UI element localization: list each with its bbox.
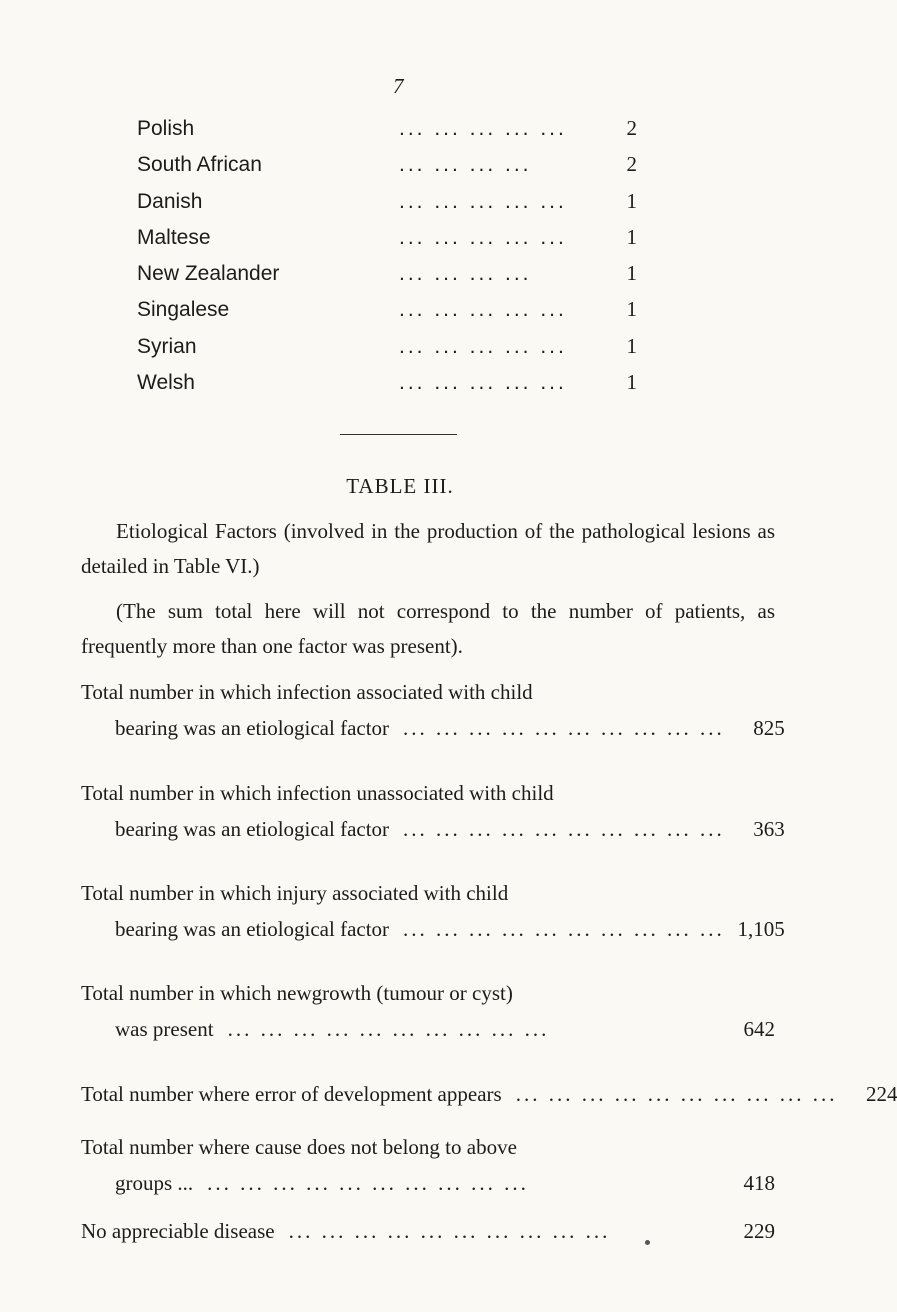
nationality-name: South African [137, 153, 262, 177]
leader-dots: ... ... ... ... ... ... ... ... ... ... [227, 1017, 550, 1041]
leader-dots: ... ... ... ... ... ... ... ... ... ... [515, 1082, 838, 1106]
nationality-count: 1 [626, 188, 637, 213]
factor-label-continued: bearing was an etiological factor [115, 716, 390, 740]
nationality-count: 2 [626, 152, 637, 177]
list-item [137, 334, 637, 370]
nationality-count: 1 [626, 261, 637, 286]
list-item [137, 370, 637, 406]
table-intro: Etiological Factors (involved in the production of the pathological lesions as detailed in Table VI.) [81, 519, 775, 578]
nationality-count: 1 [626, 224, 637, 249]
leader-dots: ... ... ... ... ... ... ... ... ... ... [207, 1171, 529, 1195]
leader-dots: ... ... ... ... ... [399, 225, 567, 249]
leader-dots: ... ... ... ... ... [399, 298, 567, 322]
factor-entry [81, 1130, 775, 1201]
leader-dots: ... ... ... ... ... ... ... ... ... ... [403, 716, 725, 740]
list-item [137, 297, 637, 333]
table-title: TABLE III. [346, 474, 454, 498]
leader-dots: ... ... ... ... ... [399, 371, 567, 395]
nationality-list [137, 116, 637, 406]
nationality-count: 1 [626, 370, 637, 395]
nationality-name: Singalese [137, 298, 230, 322]
factor-entry [81, 1076, 897, 1112]
factor-entry [81, 776, 785, 847]
nationality-name: Welsh [137, 371, 195, 395]
nationality-count: 2 [626, 116, 637, 140]
list-item [137, 225, 637, 261]
page-number: 7 [393, 74, 404, 98]
factor-value: 1,105 [737, 917, 785, 941]
section-divider [340, 434, 457, 435]
leader-dots: ... ... ... ... ... ... ... ... ... ... [403, 917, 725, 941]
nationality-count: 1 [626, 297, 637, 322]
leader-dots: ... ... ... ... ... [399, 117, 567, 140]
leader-dots: ... ... ... ... [399, 153, 532, 177]
leader-dots: ... ... ... ... ... ... ... ... ... ... [288, 1219, 611, 1243]
nationality-name: Danish [137, 189, 203, 213]
factor-entry [81, 976, 775, 1047]
factor-label: Total number in which newgrowth (tumour or cyst) [81, 981, 513, 1005]
factor-value: 229 [743, 1219, 775, 1243]
nationality-name: Syrian [137, 334, 197, 358]
leader-dots: ... ... ... ... ... [399, 334, 567, 358]
nationality-name: Polish [137, 117, 195, 140]
factor-label-continued: bearing was an etiological factor [115, 917, 390, 941]
nationality-count: 1 [626, 333, 637, 358]
factor-value: 642 [743, 1017, 775, 1041]
list-item [137, 261, 637, 297]
factor-value: 418 [743, 1171, 775, 1195]
factor-label-continued: bearing was an etiological factor [115, 817, 390, 841]
factor-entry [81, 1213, 775, 1249]
factor-entry [81, 876, 785, 947]
factor-value: 363 [753, 817, 785, 841]
list-item [137, 116, 637, 152]
factor-label: No appreciable disease [81, 1219, 275, 1243]
list-item [137, 189, 637, 225]
list-item [137, 152, 637, 188]
factor-value: 224 [865, 1082, 897, 1106]
factor-label: Total number in which injury associated with child [81, 881, 509, 905]
leader-dots: ... ... ... ... ... [399, 189, 567, 213]
nationality-name: New Zealander [137, 262, 280, 286]
factor-label: Total number where error of development appears [81, 1082, 502, 1106]
factor-label: Total number in which infection unassociated with child [81, 781, 554, 805]
factor-label: Total number in which infection associated with child [81, 680, 533, 704]
factor-value: 825 [753, 716, 785, 740]
factor-entry [81, 675, 785, 746]
ink-mark [645, 1240, 650, 1245]
leader-dots: ... ... ... ... ... ... ... ... ... ... [403, 817, 725, 841]
factor-label: Total number where cause does not belong to above [81, 1135, 517, 1159]
factor-label-continued: groups ... [115, 1171, 194, 1195]
leader-dots: ... ... ... ... [399, 262, 532, 286]
nationality-name: Maltese [137, 225, 211, 249]
factor-label-continued: was present [115, 1017, 214, 1041]
table-note: (The sum total here will not correspond to the number of patients, as frequently more than one factor was present). [81, 599, 775, 658]
